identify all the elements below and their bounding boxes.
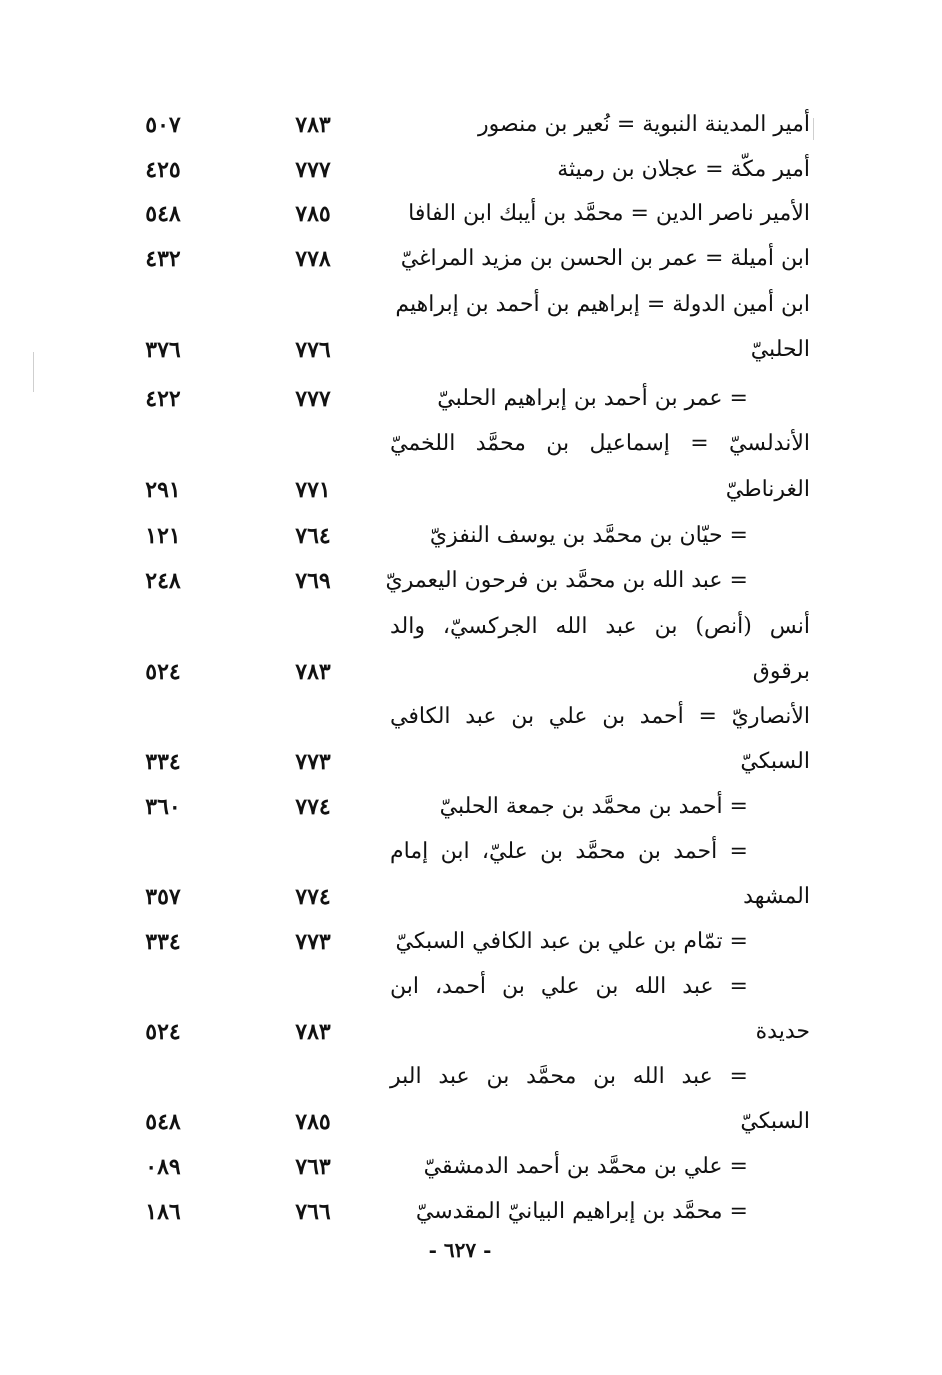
entry-death-year: ٧٦٦ — [295, 1199, 331, 1225]
entry-page-ref: ١٨٦ — [145, 1199, 181, 1225]
entry-death-year: ٧٧٤ — [295, 794, 331, 820]
scan-artifact — [813, 118, 814, 140]
entry-page-ref: ٤٢٥ — [145, 157, 181, 183]
index-entry-row — [100, 695, 810, 739]
index-entry-row — [100, 965, 810, 1009]
entry-page-ref: ٥٤٨ — [145, 201, 181, 227]
entry-name: الأنصاريّ = أحمد بن علي بن عبد الكافي — [390, 704, 810, 729]
entry-death-year: ٧٨٥ — [295, 201, 331, 227]
index-entry-row — [100, 740, 810, 784]
entry-page-ref: ٣٣٤ — [145, 929, 181, 955]
entry-death-year: ٧٨٥ — [295, 1109, 331, 1135]
page-number: - ٦٢٧ - — [428, 1238, 492, 1262]
index-entry-row — [100, 468, 810, 512]
entry-name: السبكيّ — [740, 1109, 810, 1134]
entry-name: المشهد — [743, 884, 810, 909]
entry-name: = حيّان بن محمَّد بن يوسف النفزيّ — [429, 523, 748, 548]
entry-name: أمير مكّة = عجلان بن رميثة — [557, 157, 810, 182]
index-entry-row — [100, 148, 810, 192]
entry-page-ref: ٤٢٢ — [145, 386, 181, 412]
entry-death-year: ٧٦٤ — [295, 523, 331, 549]
entry-name: الأمير ناصر الدين = محمَّد بن أيبك ابن الفافا — [408, 201, 810, 226]
index-entry-row — [100, 237, 810, 281]
entry-name: = محمَّد بن إبراهيم البيانيّ المقدسيّ — [415, 1199, 748, 1224]
entry-page-ref: ٣٧٦ — [145, 337, 181, 363]
index-entry-row — [100, 514, 810, 558]
entry-page-ref: ٥٢٤ — [145, 659, 181, 685]
entry-page-ref: ١٢١ — [145, 523, 181, 549]
entry-page-ref: ٣٦٠ — [145, 794, 181, 820]
entry-death-year: ٧٧٧ — [295, 157, 331, 183]
entry-name: = تمّام بن علي بن عبد الكافي السبكيّ — [395, 929, 748, 954]
entry-death-year: ٧٨٣ — [295, 112, 331, 138]
entry-death-year: ٧٧٦ — [295, 337, 331, 363]
entry-death-year: ٧٦٣ — [295, 1154, 331, 1180]
entry-death-year: ٧٨٣ — [295, 659, 331, 685]
entry-page-ref: ٠٨٩ — [145, 1154, 181, 1180]
entry-page-ref: ٢٩١ — [145, 477, 181, 503]
entry-name: = أحمد بن محمَّد بن عليّ، ابن إمام — [390, 839, 748, 864]
index-entry-row — [100, 920, 810, 964]
index-entry-row — [100, 785, 810, 829]
entry-page-ref: ٣٥٧ — [145, 884, 181, 910]
index-entry-row — [100, 1190, 810, 1234]
entry-name: برقوق — [752, 659, 810, 684]
entry-name: ابن أمين الدولة = إبراهيم بن أحمد بن إبراهيم — [395, 292, 810, 317]
entry-name: الحلبيّ — [750, 337, 810, 362]
entry-death-year: ٧٧٣ — [295, 929, 331, 955]
index-entry-row — [100, 650, 810, 694]
index-entry-row — [100, 605, 810, 649]
index-entry-row — [100, 1055, 810, 1099]
entry-name: أنس (أنص) بن عبد الله الجركسيّ، والد — [390, 614, 810, 639]
entry-page-ref: ٥٢٤ — [145, 1019, 181, 1045]
index-entry-row — [100, 377, 810, 421]
entry-death-year: ٧٧٣ — [295, 749, 331, 775]
index-entry-row — [100, 875, 810, 919]
index-entry-row — [100, 1010, 810, 1054]
entry-name: الغرناطيّ — [725, 477, 810, 502]
entry-name: السبكيّ — [740, 749, 810, 774]
entry-death-year: ٧٦٩ — [295, 568, 331, 594]
index-entry-row — [100, 283, 810, 327]
entry-name: أمير المدينة النبوية = نُعير بن منصور — [478, 112, 810, 137]
entry-page-ref: ٢٤٨ — [145, 568, 181, 594]
entry-name: الأندلسيّ = إسماعيل بن محمَّد اللخميّ — [390, 431, 810, 456]
entry-death-year: ٧٨٣ — [295, 1019, 331, 1045]
entry-death-year: ٧٧٤ — [295, 884, 331, 910]
entry-name: = عبد الله بن محمَّد بن عبد البر — [390, 1064, 748, 1089]
index-entry-row — [100, 103, 810, 147]
entry-name: حديدة — [755, 1019, 810, 1044]
entry-death-year: ٧٧٨ — [295, 246, 331, 272]
entry-name: ابن أميلة = عمر بن الحسن بن مزيد المراغيّ — [400, 246, 810, 271]
entry-death-year: ٧٧٧ — [295, 386, 331, 412]
scan-artifact — [33, 352, 34, 392]
entry-page-ref: ٣٣٤ — [145, 749, 181, 775]
entry-death-year: ٧٧١ — [295, 477, 331, 503]
entry-name: = عبد الله بن محمَّد بن فرحون اليعمريّ — [385, 568, 748, 593]
index-entry-row — [100, 1100, 810, 1144]
entry-name: = علي بن محمَّد بن أحمد الدمشقيّ — [423, 1154, 748, 1179]
entry-page-ref: ٤٣٢ — [145, 246, 181, 272]
index-entry-row — [100, 1145, 810, 1189]
index-entry-row — [100, 328, 810, 372]
entry-name: = عبد الله بن علي بن أحمد، ابن — [390, 974, 748, 999]
index-entry-row — [100, 422, 810, 466]
entry-name: = أحمد بن محمَّد بن جمعة الحلبيّ — [439, 794, 748, 819]
index-entry-row — [100, 559, 810, 603]
entry-page-ref: ٥٤٨ — [145, 1109, 181, 1135]
index-entry-row — [100, 192, 810, 236]
entry-name: = عمر بن أحمد بن إبراهيم الحلبيّ — [437, 386, 748, 411]
entry-page-ref: ٥٠٧ — [145, 112, 181, 138]
index-entry-row — [100, 830, 810, 874]
